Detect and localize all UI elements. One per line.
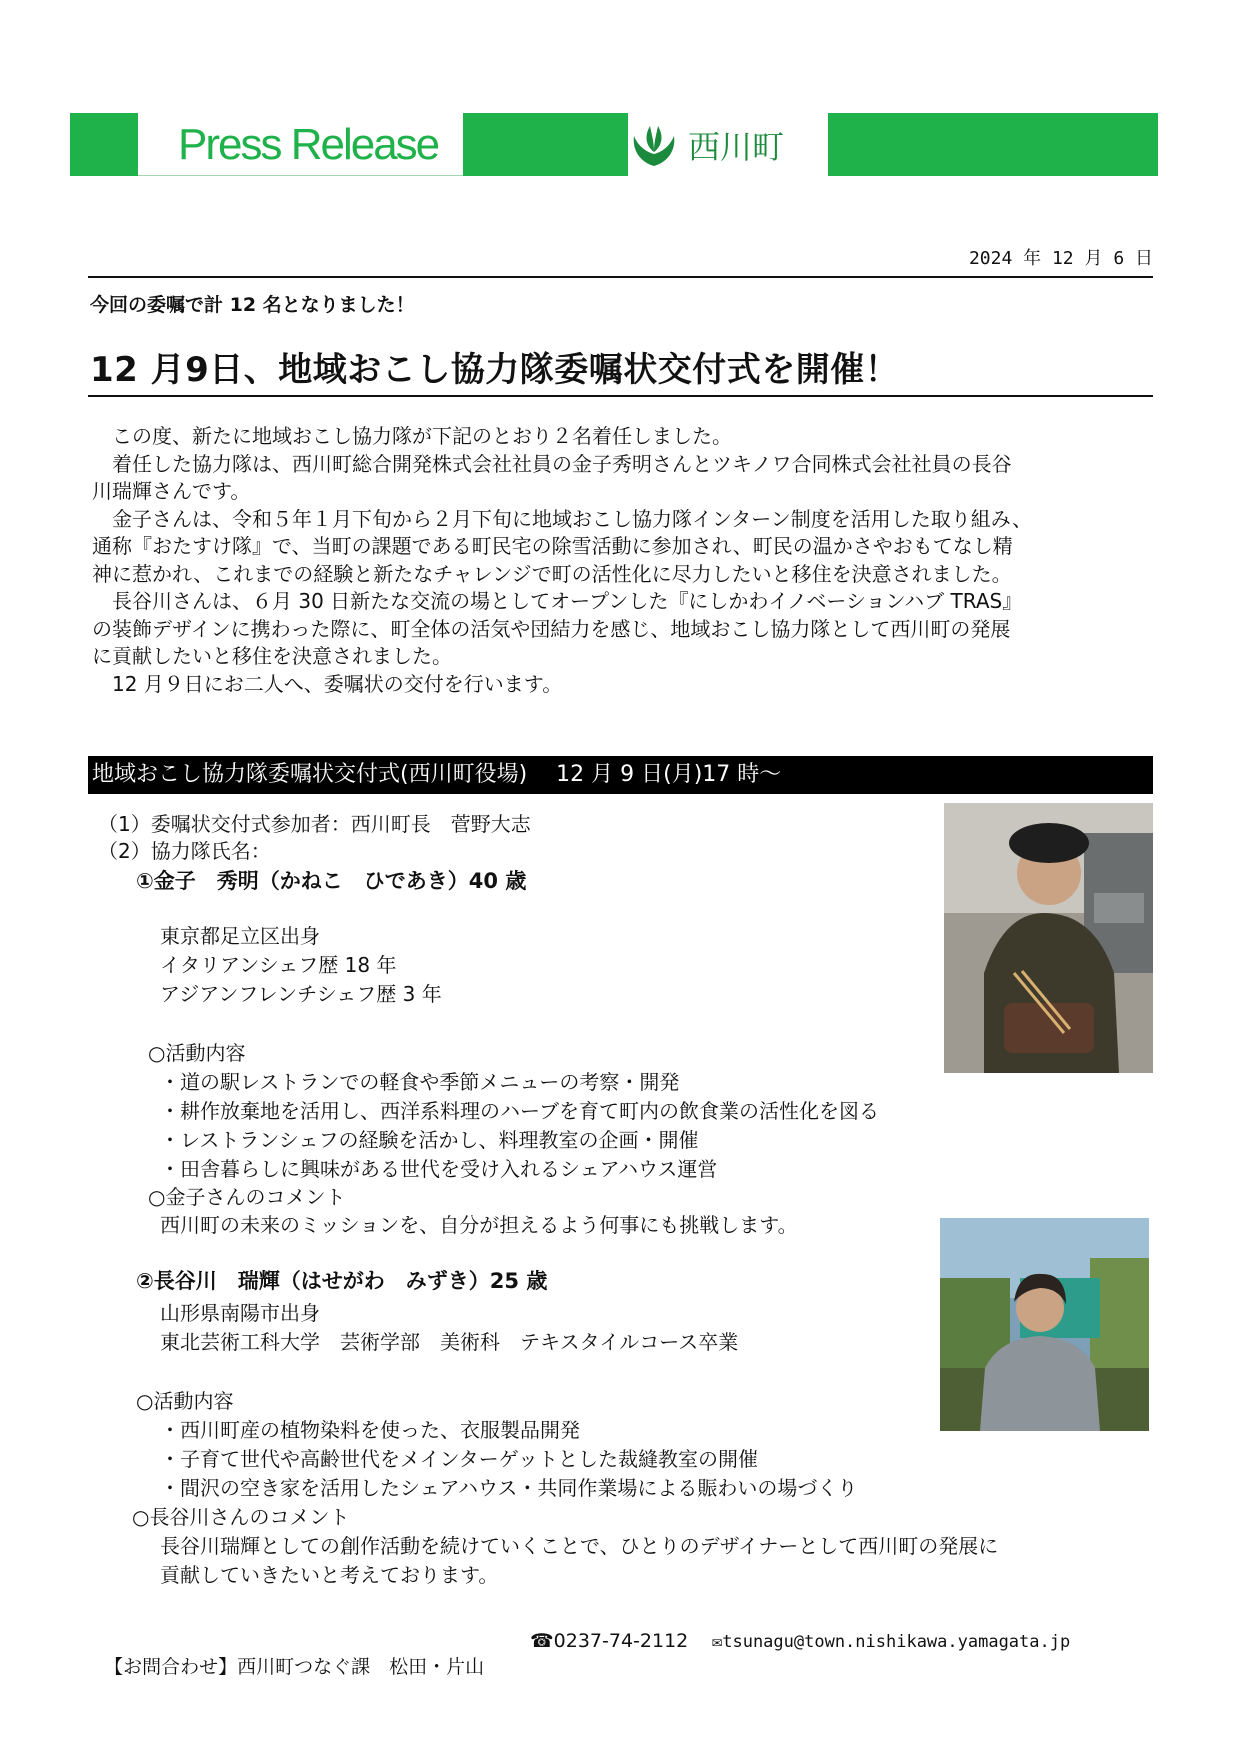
member2-comment: 長谷川瑞輝としての創作活動を続けていくことで、ひとりのデザイナーとして西川町の発展に	[160, 1534, 999, 1558]
member2-photo	[940, 1218, 1149, 1431]
event-title-bar: 地域おこし協力隊委嘱状交付式(西川町役場) 12 月 9 日(月)17 時～	[88, 756, 1153, 794]
member2-profile: 山形県南陽市出身	[160, 1301, 320, 1325]
body-line: 金子さんは、令和５年１月下旬から２月下旬に地域おこし協力隊インターン制度を活用した取り組み、	[92, 506, 1032, 531]
body-line: 着任した協力隊は、西川町総合開発株式会社社員の金子秀明さんとツキノワ合同株式会社社員の長谷	[92, 451, 1012, 476]
page-title: 12 月9日、地域おこし協力隊委嘱状交付式を開催！	[90, 350, 900, 390]
body-line: 12 月９日にお二人へ、委嘱状の交付を行います。	[92, 671, 563, 696]
header-green-block-middle	[463, 113, 628, 176]
body-line: 神に惹かれ、これまでの経験と新たなチャレンジで町の活性化に尽力したいと移住を決意されました。	[92, 561, 1012, 586]
member1-profile: イタリアンシェフ歴 18 年	[160, 953, 397, 977]
member2-activity: ・西川町産の植物染料を使った、衣服製品開発	[160, 1418, 580, 1442]
member1-activity: ・耕作放棄地を活用し、西洋系料理のハーブを育て町内の飲食業の活性化を図る	[160, 1099, 879, 1123]
subheading: 今回の委嘱で計 12 名となりました！	[90, 294, 415, 316]
top-rule	[88, 276, 1153, 278]
body-line: 長谷川さんは、６月 30 日新たな交流の場としてオープンした『にしかわイノベーションハブ TRAS』	[92, 589, 1023, 613]
body-line: に貢献したいと移住を決意されました。	[92, 644, 452, 668]
member1-activity: ・田舎暮らしに興味がある世代を受け入れるシェアハウス運営	[160, 1157, 718, 1181]
member2-comment-label: ○長谷川さんのコメント	[132, 1505, 350, 1529]
body-line: 通称『おたすけ隊』で、当町の課題である町民宅の除雪活動に参加され、町民の温かさやおもてなし精	[92, 534, 1013, 558]
member2-name: ②長谷川 瑞輝（はせがわ みずき）25 歳	[136, 1269, 548, 1293]
member2-profile: 東北芸術工科大学 芸術学部 美術科 テキスタイルコース卒業	[160, 1330, 739, 1354]
body-line: 川瑞輝さんです。	[92, 479, 251, 503]
member2-activity: ・子育て世代や高齢世代をメインターゲットとした裁縫教室の開催	[160, 1447, 758, 1471]
header-green-block-right	[828, 113, 1158, 176]
members-label: （2）協力隊氏名：	[98, 839, 271, 863]
contact-name: 【お問合わせ】西川町つなぐ課 松田・片山	[104, 1656, 485, 1678]
headline-rule	[88, 395, 1153, 397]
member2-activity: ・間沢の空き家を活用したシェアハウス・共同作業場による賑わいの場づくり	[160, 1476, 858, 1500]
member2-comment: 貢献していきたいと考えております。	[160, 1563, 499, 1587]
member1-activity: ・レストランシェフの経験を活かし、料理教室の企画・開催	[160, 1128, 699, 1152]
town-emblem-icon	[628, 122, 680, 168]
member1-comment-label: ○金子さんのコメント	[148, 1185, 346, 1209]
member1-photo	[944, 803, 1153, 1073]
body-line: この度、新たに地域おこし協力隊が下記のとおり２名着任しました。	[92, 424, 732, 448]
contact-info	[92, 1630, 484, 1679]
release-date: 2024 年 12 月 6 日	[968, 248, 1153, 269]
town-logo-text: 西川町	[688, 127, 785, 166]
press-release-title: Press Release	[138, 113, 463, 176]
town-logo	[628, 113, 828, 176]
body-text	[92, 423, 1158, 698]
member1-profile: 東京都足立区出身	[160, 924, 320, 948]
body-line: の装飾デザインに携わった際に、町全体の活気や団結力を感じ、地域おこし協力隊として西川町の発展	[92, 616, 1011, 641]
participants-line: （1）委嘱状交付式参加者：西川町長 菅野大志	[98, 812, 531, 836]
member1-name: ①金子 秀明（かねこ ひであき）40 歳	[136, 869, 527, 893]
member2-activity-label: ○活動内容	[136, 1389, 234, 1413]
member1-profile: アジアンフレンチシェフ歴 3 年	[160, 982, 442, 1006]
header-green-block-left	[70, 113, 138, 176]
phone-number: ☎0237-74-2112	[530, 1630, 689, 1652]
member1-activity: ・道の駅レストランでの軽食や季節メニューの考察・開発	[160, 1070, 680, 1094]
email-address: ✉tsunagu@town.nishikawa.yamagata.jp	[712, 1632, 1071, 1652]
member1-activity-label: ○活動内容	[148, 1041, 246, 1065]
member1-comment: 西川町の未来のミッションを、自分が担えるよう何事にも挑戦します。	[160, 1213, 798, 1237]
